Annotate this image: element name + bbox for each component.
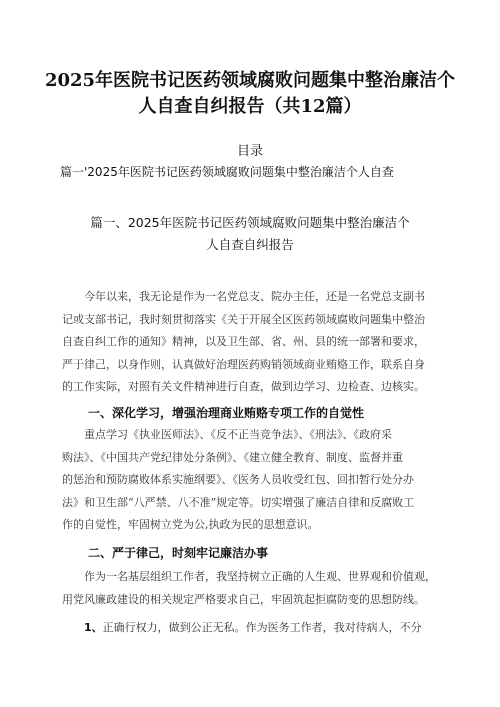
toc-heading: 目录 — [236, 144, 263, 159]
paragraph-line: 作为一名基层组织工作者，我坚持树立正确的人生观、世界观和价值观， — [84, 570, 436, 583]
paragraph-line: 重点学习《执业医师法》、《反不正当竞争法》、《刑法》、《政府采 — [84, 428, 392, 441]
paragraph-line: 作的自觉性，牢固树立党为公,执政为民的思想意识。 — [62, 518, 319, 531]
paragraph-line: 记或支部书记，我时刻贯彻落实《关于开展全区医药领域腐败问题集中整治 — [62, 312, 425, 326]
document-title-line-1: 2025年医院书记医药领域腐败问题集中整治廉洁个 — [44, 70, 456, 91]
point-1-number: 1、 — [84, 621, 103, 634]
subheading-1: 一、深化学习，增强治理商业贿赂专项工作的自觉性 — [88, 406, 365, 420]
paragraph-line: 用党风廉政建设的相关规定严格要求自己，牢固筑起拒腐防变的思想防线。 — [62, 592, 425, 606]
document-title-line-2: 人自查自纠报告（共12篇） — [138, 96, 362, 117]
subheading-2: 二、严于律己，时刻牢记廉洁办事 — [88, 546, 269, 560]
paragraph-study — [62, 424, 452, 537]
paragraph-line: 的工作实际，对照有关文件精神进行自查，做到边学习、边检查、边核实。 — [62, 380, 425, 393]
section-title-line-2: 人自查自纠报告 — [206, 237, 294, 252]
paragraph-line: 的惩治和预防腐败体系实施纲要》、《医务人员收受红包、回扣暂行处分办 — [62, 473, 414, 486]
paragraph-line: 今年以来，我无论是作为一名党总支、院办主任，还是一名党总支副书 — [84, 290, 425, 303]
paragraph-line: 购法》、《中国共产党纪律处分条例》、《建立健全教育、制度、监督并重 — [62, 450, 403, 464]
point-1 — [84, 619, 422, 635]
section-title — [40, 212, 460, 256]
paragraph-line: 法》和卫生部“八严禁、八不准”规定等。切实增强了廉洁自律和反腐败工 — [62, 495, 415, 509]
point-1-text: 正确行权力，做到公正无私。作为医务工作者，我对待病人，不分 — [102, 621, 422, 634]
section-title-line-1: 篇一、2025年医院书记医药领域腐败问题集中整治廉洁个 — [90, 215, 410, 230]
paragraph-line: 严于律己，以身作则，认真做好治理医药购销领域商业贿赂工作，联系自身 — [62, 357, 425, 371]
paragraph-discipline — [62, 566, 452, 611]
toc-item[interactable]: 篇一'2025年医院书记医药领域腐败问题集中整治廉洁个人自查 — [60, 165, 394, 179]
paragraph-line: 自查自纠工作的通知》精神，以及卫生部、省、州、县的统一部署和要求， — [62, 335, 425, 348]
paragraph-intro — [62, 286, 452, 399]
document-title — [40, 68, 460, 120]
